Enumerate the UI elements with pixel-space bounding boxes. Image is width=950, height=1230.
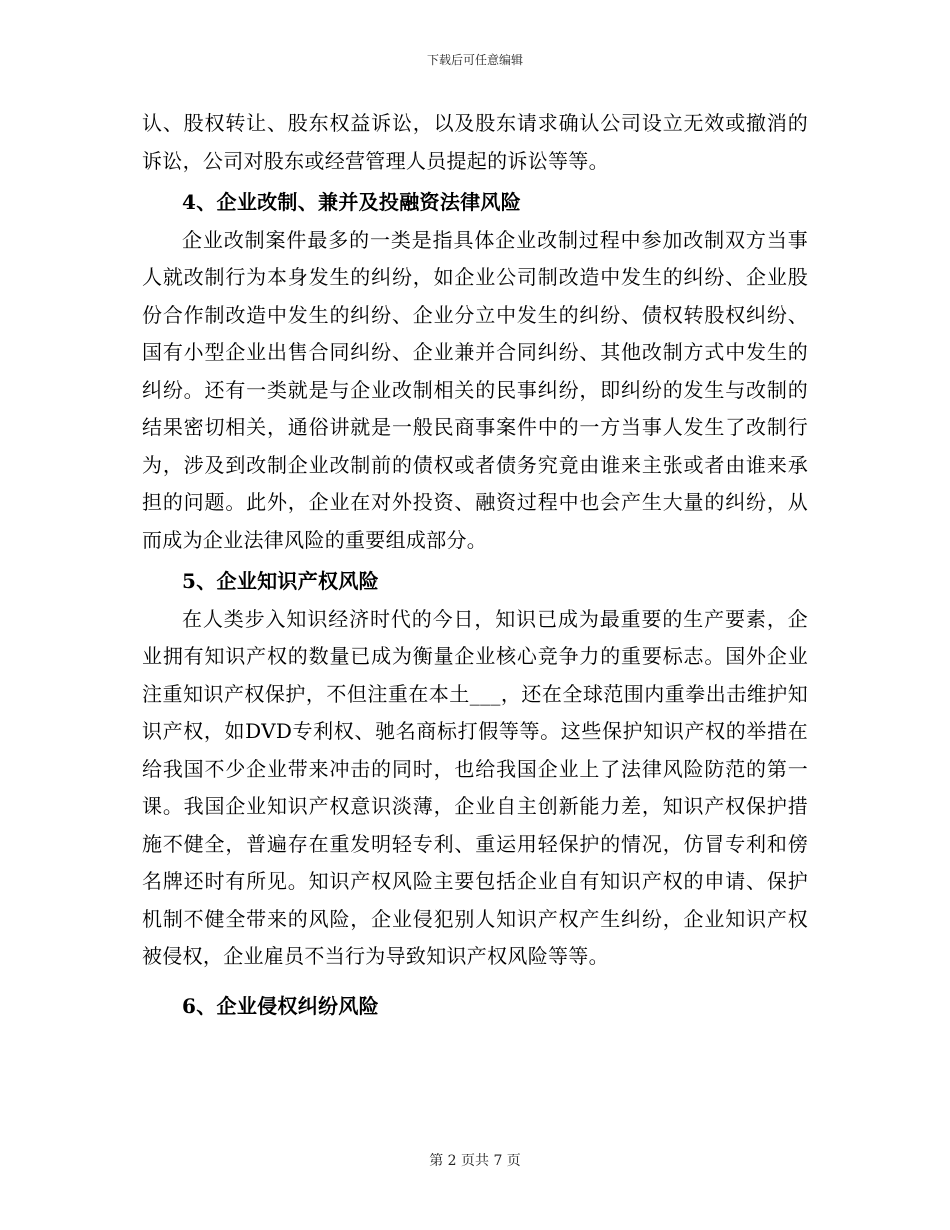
document-body	[142, 105, 808, 1025]
paragraph-restructuring: 企业改制案件最多的一类是指具体企业改制过程中参加改制双方当事人就改制行为本身发生的纠纷，如企业公司制改造中发生的纠纷、企业股份合作制改造中发生的纠纷、企业分立中发生的纠纷、债权转股权纠纷、国有小型企业出售合同纠纷、企业兼并合同纠纷、其他改制方式中发生的纠纷。还有一类就是与企业改制相关的民事纠纷，即纠纷的发生与改制的结果密切相关，通俗讲就是一般民商事案件中的一方当事人发生了改制行为，涉及到改制企业改制前的债权或者债务究竟由谁来主张或者由谁来承担的问题。此外，企业在对外投资、融资过程中也会产生大量的纠纷，从而成为企业法律风险的重要组成部分。	[142, 227, 808, 552]
page-header: 下载后可任意编辑	[426, 53, 523, 67]
section-heading-5: 5、企业知识产权风险	[182, 569, 379, 593]
paragraph-intellectual-property: 在人类步入知识经济时代的今日，知识已成为最重要的生产要素，企业拥有知识产权的数量已成为衡量企业核心竞争力的重要标志。国外企业注重知识产权保护，不但注重在本土___，还在全球范围内重拳出击维护知识产权，如DVD专利权、驰名商标打假等等。这些保护知识产权的举措在给我国不少企业带来冲击的同时，也给我国企业上了法律风险防范的第一课。我国企业知识产权意识淡薄，企业自主创新能力差，知识产权保护措施不健全，普遍存在重发明轻专利、重运用轻保护的情况，仿冒专利和傍名牌还时有所见。知识产权风险主要包括企业自有知识产权的申请、保护机制不健全带来的风险，企业侵犯别人知识产权产生纠纷，企业知识产权被侵权，企业雇员不当行为导致知识产权风险等等。	[142, 606, 808, 968]
page-footer: 第 2 页共 7 页	[429, 1153, 521, 1169]
section-heading-4: 4、企业改制、兼并及投融资法律风险	[182, 190, 522, 214]
paragraph-continuation: 认、股权转让、股东权益诉讼，以及股东请求确认公司设立无效或撤消的诉讼，公司对股东或经营管理人员提起的诉讼等等。	[142, 111, 808, 173]
section-heading-6: 6、企业侵权纠纷风险	[182, 993, 379, 1018]
